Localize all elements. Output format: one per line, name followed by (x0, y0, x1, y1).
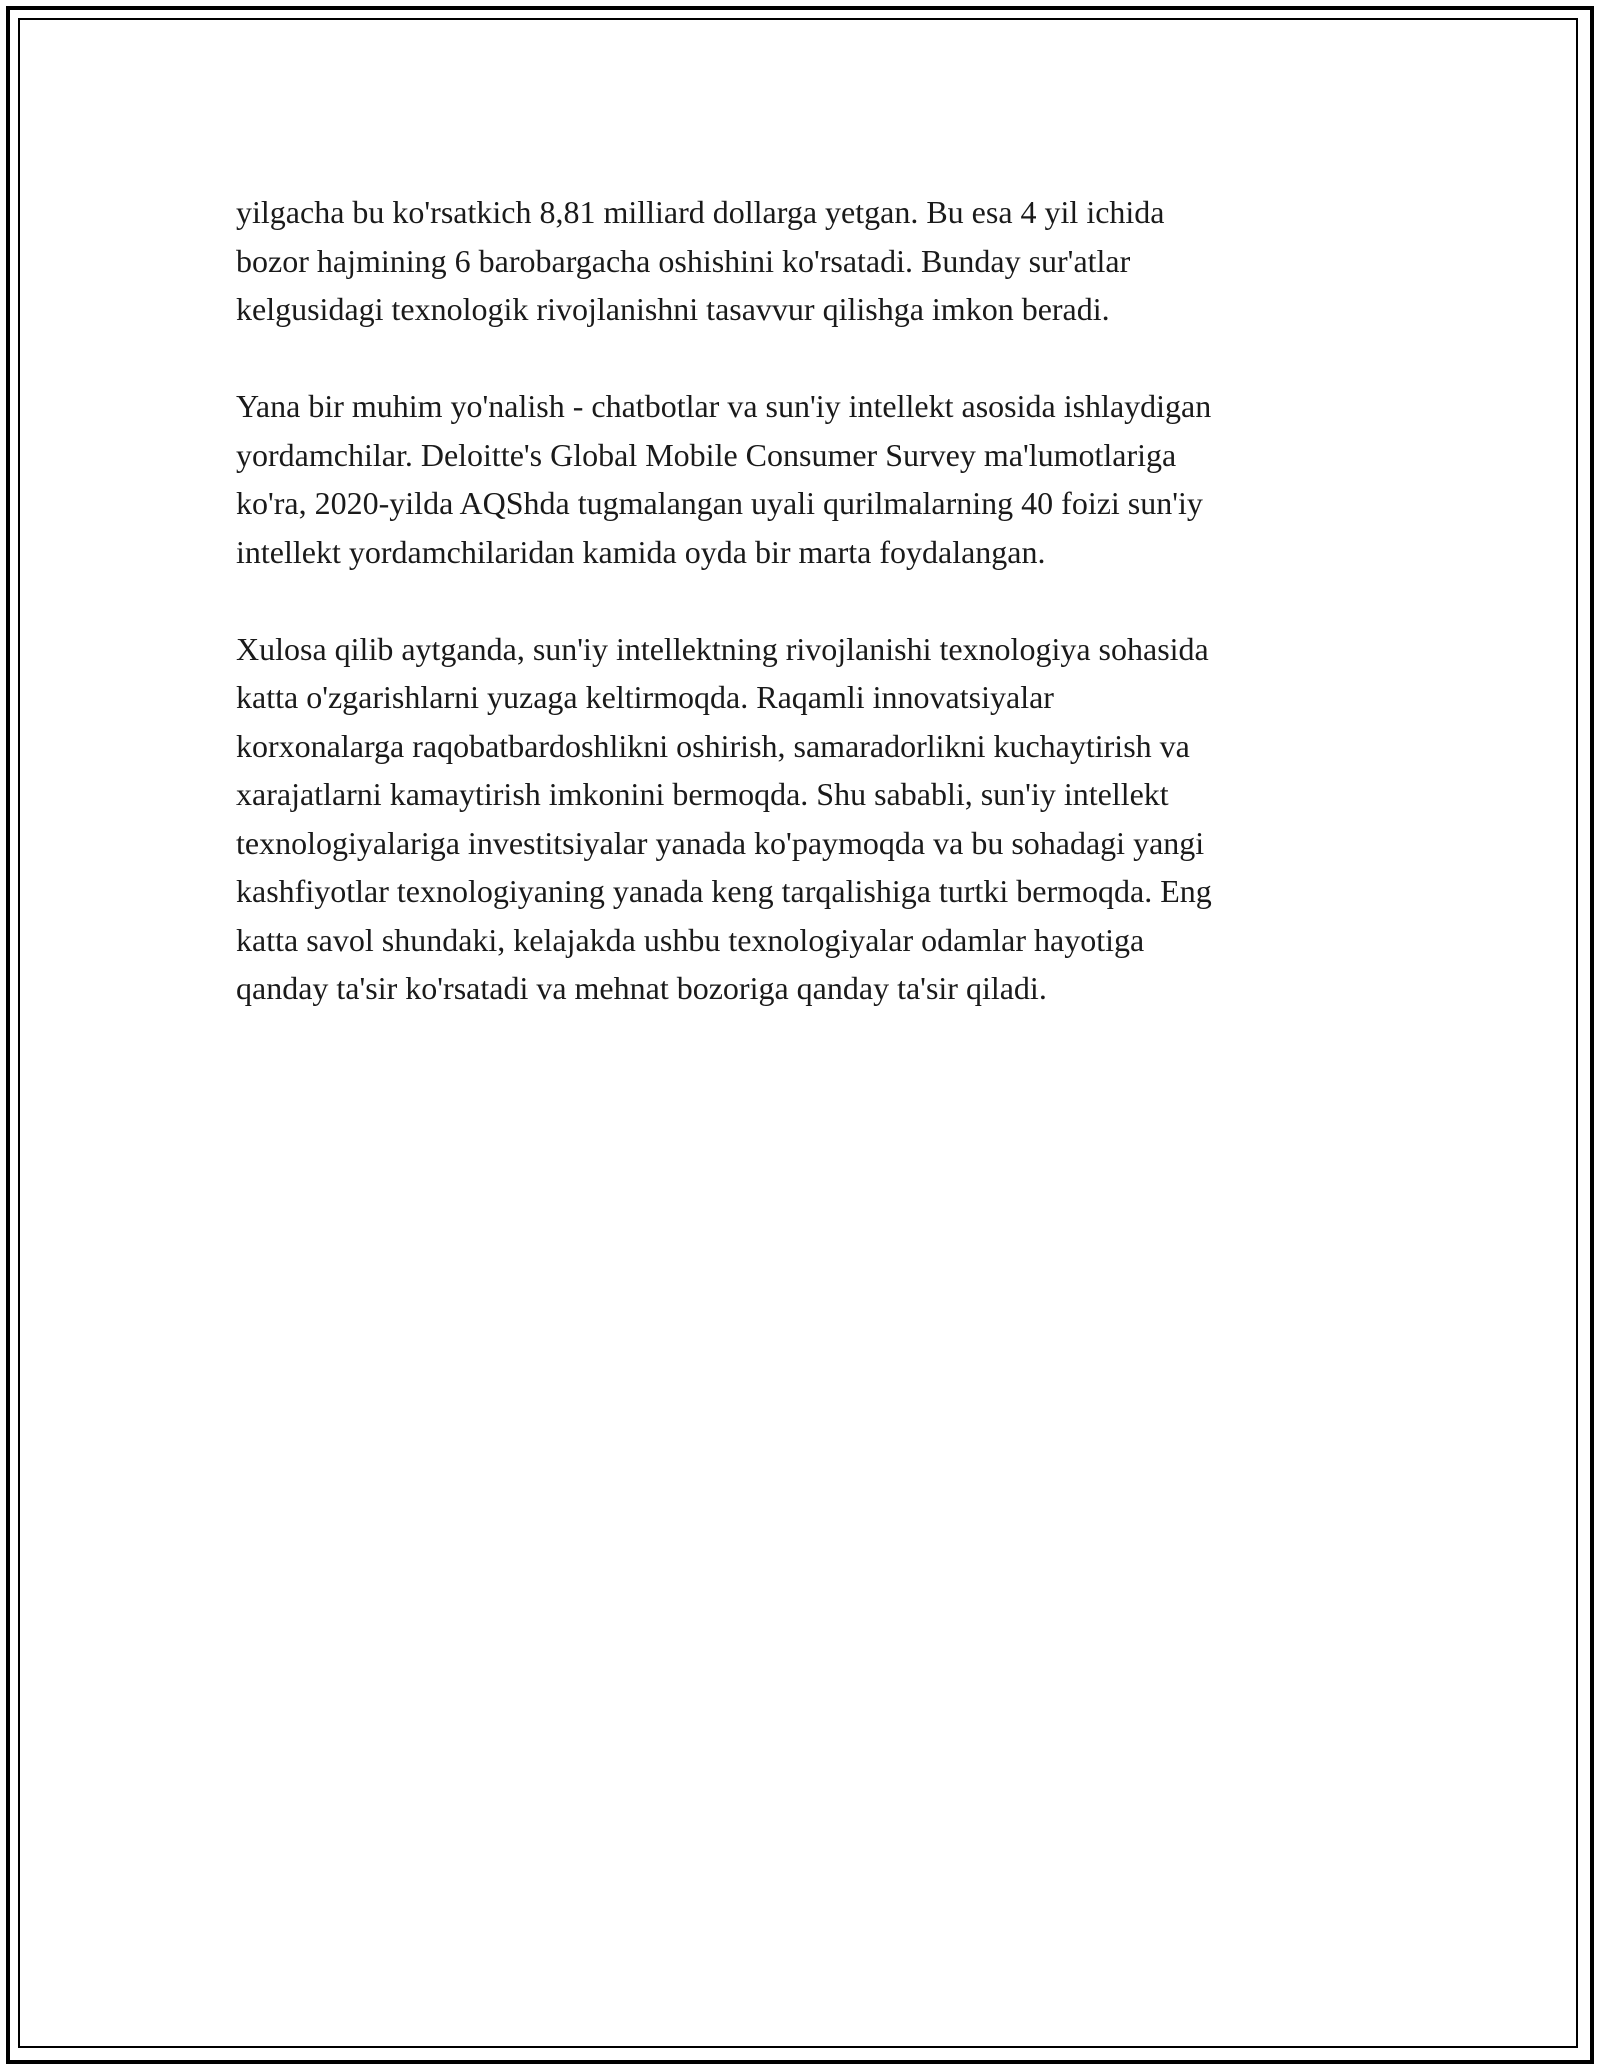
text-line: yordamchilar. Deloitte's Global Mobile Consumer Survey ma'lumotlariga (236, 436, 1177, 473)
document-body (236, 188, 1396, 1061)
text-line: intellekt yordamchilaridan kamida oyda bir marta foydalangan. (236, 533, 1046, 570)
text-line: korxonalarga raqobatbardoshlikni oshirish, samaradorlikni kuchaytirish va (236, 727, 1190, 764)
text-line: texnologiyalariga investitsiyalar yanada ko'paymoqda va bu sohadagi yangi (236, 824, 1205, 861)
text-line: kashfiyotlar texnologiyaning yanada keng tarqalishiga turtki bermoqda. Eng (236, 873, 1212, 909)
text-line: Yana bir muhim yo'nalish - chatbotlar va sun'iy intellekt asosida ishlaydigan (236, 388, 1212, 424)
text-line: yilgacha bu ko'rsatkich 8,81 milliard dollarga yetgan. Bu esa 4 yil ichida (236, 194, 1165, 230)
text-line: xarajatlarni kamaytirish imkonini bermoqda. Shu sababli, sun'iy intellekt (236, 776, 1169, 812)
text-line: katta o'zgarishlarni yuzaga keltirmoqda. Raqamli innovatsiyalar (236, 679, 1054, 715)
paragraph-market-growth (236, 188, 1396, 334)
text-line: katta savol shundaki, kelajakda ushbu texnologiyalar odamlar hayotiga (236, 921, 1145, 958)
text-line: Xulosa qilib aytganda, sun'iy intellektning rivojlanishi texnologiya sohasida (236, 630, 1209, 667)
paragraph-chatbots (236, 382, 1396, 576)
text-line: qanday ta'sir ko'rsatadi va mehnat bozoriga qanday ta'sir qiladi. (236, 970, 1047, 1006)
text-line: bozor hajmining 6 barobargacha oshishini ko'rsatadi. Bunday sur'atlar (236, 242, 1131, 279)
text-line: kelgusidagi texnologik rivojlanishni tasavvur qilishga imkon beradi. (236, 291, 1110, 327)
paragraph-conclusion (236, 625, 1396, 1013)
text-line: ko'ra, 2020-yilda AQShda tugmalangan uyali qurilmalarning 40 foizi sun'iy (236, 485, 1203, 521)
